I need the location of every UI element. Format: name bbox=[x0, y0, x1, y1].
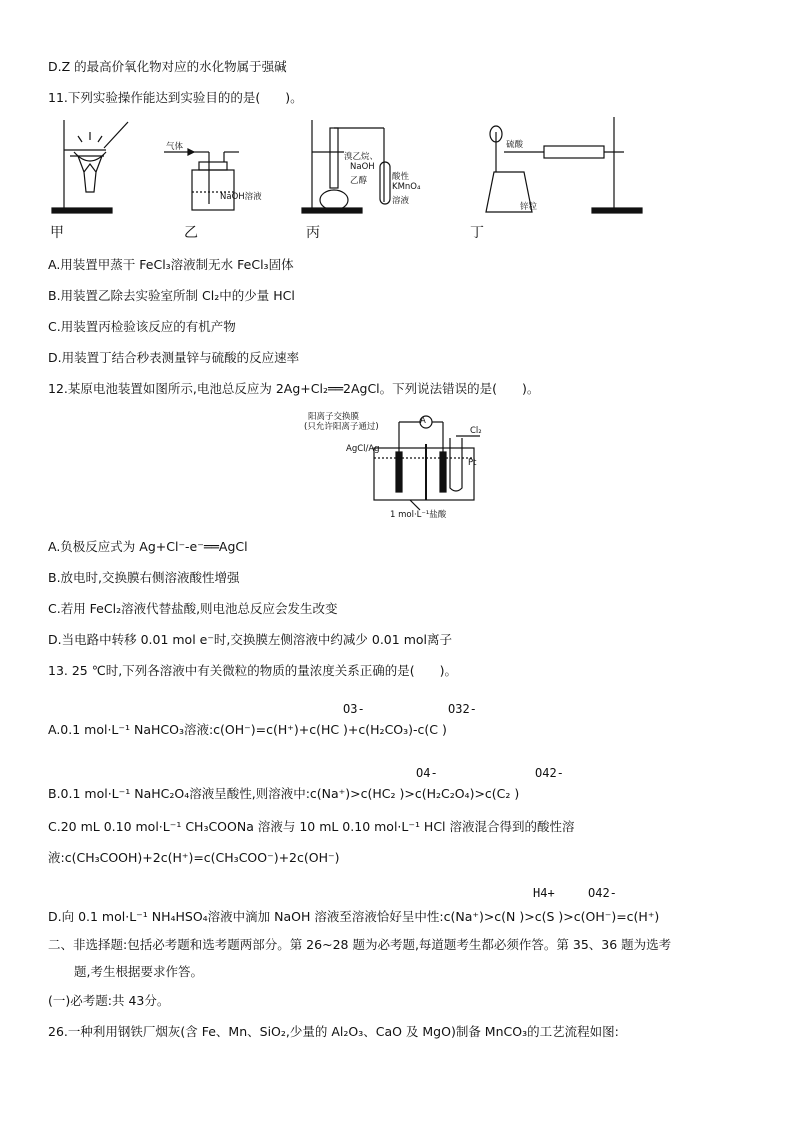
membrane-label-2: (只允许阳离子通过) bbox=[304, 422, 379, 432]
label-jia: 甲 bbox=[50, 225, 64, 241]
option-12c: C.若用 FeCl₂溶液代替盐酸,则电池总反应会发生改变 bbox=[48, 601, 338, 616]
option-11b: B.用装置乙除去实验室所制 Cl₂中的少量 HCl bbox=[48, 288, 295, 303]
membrane-label-1: 阳离子交换膜 bbox=[308, 412, 360, 422]
stacked-b1: O4- bbox=[416, 766, 438, 780]
option-13b: B.0.1 mol·L⁻¹ NaHC₂O₄溶液呈酸性,则溶液中:c(Na⁺)>c(HC₂ )>c(H₂C₂O₄)>c(C₂ ) bbox=[48, 786, 520, 801]
naoh-solution-label: NaOH溶液 bbox=[220, 192, 262, 202]
option-13c-line2: 液:c(CH₃COOH)+2c(H⁺)=c(CH₃COO⁻)+2c(OH⁻) bbox=[48, 850, 340, 865]
reagent-label-1: 溴乙烷、 bbox=[344, 152, 379, 162]
label-yi: 乙 bbox=[184, 225, 198, 241]
ammeter-label: A bbox=[420, 416, 426, 426]
option-12b: B.放电时,交换膜右侧溶液酸性增强 bbox=[48, 570, 240, 585]
option-11d: D.用装置丁结合秒表测量锌与硫酸的反应速率 bbox=[48, 350, 300, 365]
stacked-d2: O42- bbox=[588, 886, 617, 900]
section-2-intro-1: 二、非选择题:包括必考题和选考题两部分。第 26~28 题为必考题,每道题考生都必须作答。第 35、36 题为选考 bbox=[48, 937, 672, 952]
option-13d: D.向 0.1 mol·L⁻¹ NH₄HSO₄溶液中滴加 NaOH 溶液至溶液恰好呈中性:c(Na⁺)>c(N )>c(S )>c(OH⁻)=c(H⁺) bbox=[48, 909, 660, 924]
sulfuric-label: 硫酸 bbox=[506, 140, 524, 150]
option-13c-line1: C.20 mL 0.10 mol·L⁻¹ CH₃COONa 溶液与 10 mL 0.10 mol·L⁻¹ HCl 溶液混合得到的酸性溶 bbox=[48, 819, 575, 834]
option-d-z: D.Z 的最高价氧化物对应的水化物属于强碱 bbox=[48, 59, 287, 74]
stacked-a1: O3- bbox=[343, 702, 365, 716]
figure-11 bbox=[44, 112, 664, 240]
reagent-label-3: 乙醇 bbox=[350, 176, 368, 186]
hcl-label: 1 mol·L⁻¹盐酸 bbox=[390, 510, 447, 520]
gas-label: 气体 bbox=[166, 142, 184, 152]
question-11: 11.下列实验操作能达到实验目的的是( )。 bbox=[48, 90, 303, 105]
option-12d: D.当电路中转移 0.01 mol e⁻时,交换膜左侧溶液中约减少 0.01 mol离子 bbox=[48, 632, 452, 647]
stacked-b2: O42- bbox=[535, 766, 564, 780]
stacked-a2: O32- bbox=[448, 702, 477, 716]
kmno4-label-3: 溶液 bbox=[392, 196, 410, 206]
figure-12 bbox=[300, 408, 500, 523]
kmno4-label-1: 酸性 bbox=[392, 172, 410, 182]
kmno4-label-2: KMnO₄ bbox=[392, 182, 421, 192]
question-26: 26.一种利用钢铁厂烟灰(含 Fe、Mn、SiO₂,少量的 Al₂O₃、CaO 及 MgO)制备 MnCO₃的工艺流程如图: bbox=[48, 1024, 619, 1039]
section-2-intro-2: 题,考生根据要求作答。 bbox=[74, 964, 203, 979]
agcl-label: AgCl/Ag bbox=[346, 444, 380, 454]
zinc-label: 锌粒 bbox=[520, 202, 538, 212]
reagent-label-2: NaOH bbox=[350, 162, 375, 172]
pt-label: Pt bbox=[468, 458, 477, 468]
option-13a: A.0.1 mol·L⁻¹ NaHCO₃溶液:c(OH⁻)=c(H⁺)+c(HC )+c(H₂CO₃)-c(C ) bbox=[48, 722, 447, 737]
option-11c: C.用装置丙检验该反应的有机产物 bbox=[48, 319, 236, 334]
question-13: 13. 25 ℃时,下列各溶液中有关微粒的物质的量浓度关系正确的是( )。 bbox=[48, 663, 457, 678]
label-bing: 丙 bbox=[306, 225, 320, 241]
section-2-required: (一)必考题:共 43分。 bbox=[48, 993, 170, 1008]
label-ding: 丁 bbox=[470, 225, 484, 241]
cl2-label: Cl₂ bbox=[470, 426, 482, 436]
option-12a: A.负极反应式为 Ag+Cl⁻-e⁻══AgCl bbox=[48, 539, 248, 554]
question-12: 12.某原电池装置如图所示,电池总反应为 2Ag+Cl₂══2AgCl。下列说法错误的是( )。 bbox=[48, 381, 540, 396]
option-11a: A.用装置甲蒸干 FeCl₃溶液制无水 FeCl₃固体 bbox=[48, 257, 294, 272]
stacked-d1: H4+ bbox=[533, 886, 555, 900]
